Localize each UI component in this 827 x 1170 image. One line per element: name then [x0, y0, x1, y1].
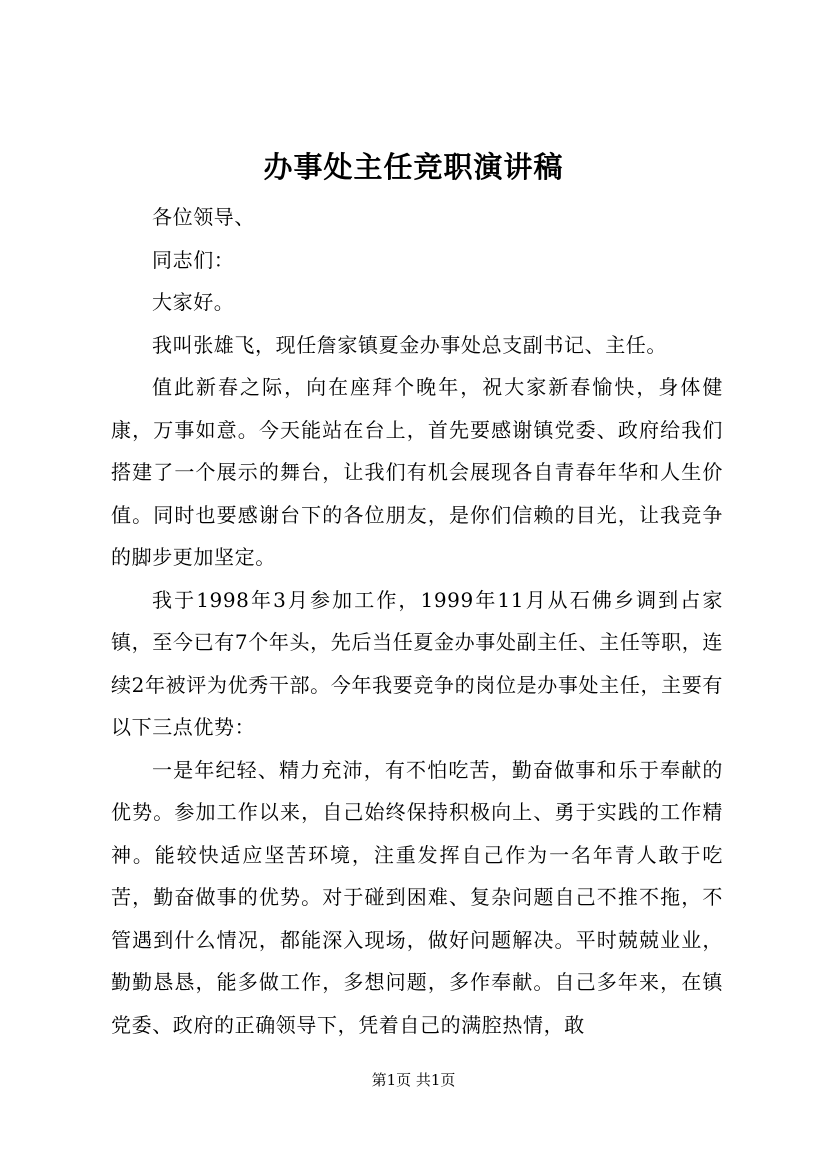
paragraph-salutation-comrades: 同志们：: [152, 247, 235, 272]
paragraph-introduction: 我叫张雄飞，现任詹家镇夏金办事处总支副书记、主任。: [152, 332, 667, 357]
document-body: [111, 196, 723, 1046]
paragraph-greeting: 大家好。: [152, 290, 235, 314]
paragraph-new-year-thanks: 值此新春之际，向在座拜个晚年，祝大家新春愉快，身体健康，万事如意。今天能站在台上，首先要感谢镇党委、政府给我们搭建了一个展示的舞台，让我们有机会展现各自青春年华和人生价值。同时也要感谢台下的各位朋友，是你们信赖的目光，让我竞争的脚步更加坚定。: [111, 375, 723, 569]
paragraph-work-history: 我于1998年3月参加工作，1999年11月从石佛乡调到占家镇，至今已有7个年头，先后当任夏金办事处副主任、主任等职，连续2年被评为优秀干部。今年我要竞争的岗位是办事处主任，主要有以下三点优势：: [111, 587, 723, 739]
paragraph-advantage-one: 一是年纪轻、精力充沛，有不怕吃苦，勤奋做事和乐于奉献的优势。参加工作以来，自己始终保持积极向上、勇于实践的工作精神。能较快适应坚苦环境，注重发挥自己作为一名年青人敢于吃苦，勤奋做事的优势。对于碰到困难、复杂问题自己不推不拖，不管遇到什么情况，都能深入现场，做好问题解决。平时兢兢业业，勤勤恳恳，能多做工作，多想问题，多作奉献。自己多年来，在镇党委、政府的正确领导下，凭着自己的满腔热情，敢: [111, 757, 723, 1037]
document-title: 办事处主任竞职演讲稿: [263, 150, 564, 184]
page-number: 第1页 共1页: [371, 1071, 456, 1089]
page-footer: [0, 1070, 827, 1090]
paragraph-salutation-leaders: 各位领导、: [152, 205, 255, 229]
